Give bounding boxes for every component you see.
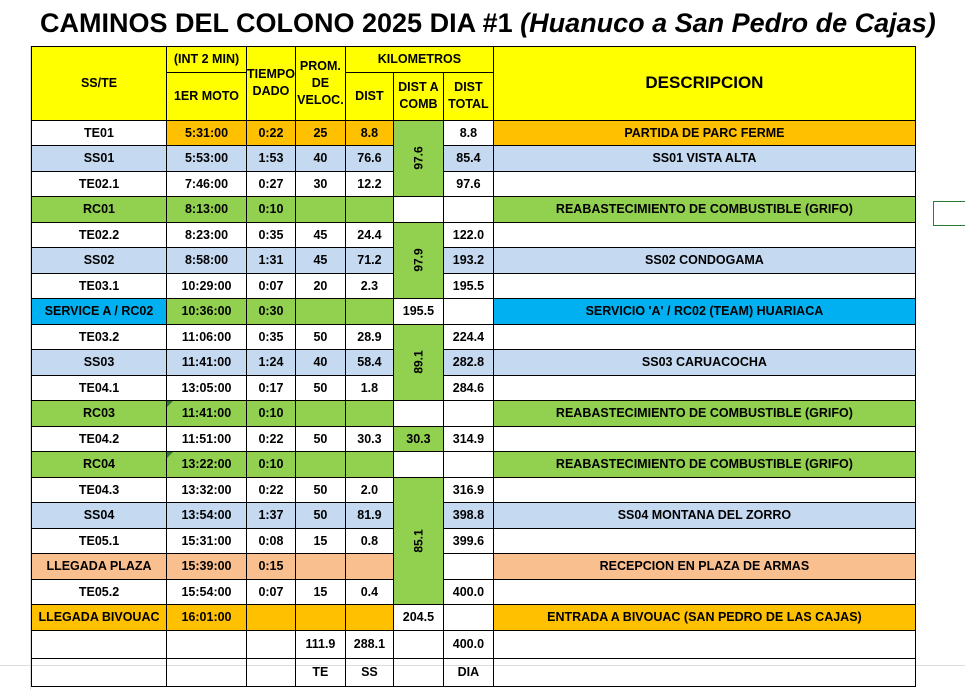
blank-cell xyxy=(493,630,915,658)
cell-descripcion xyxy=(493,579,915,605)
cell-prom-veloc: 50 xyxy=(295,324,345,350)
cell-prom-veloc: 50 xyxy=(295,375,345,401)
cell-descripcion xyxy=(493,171,915,197)
cell-tiempo-dado: 0:35 xyxy=(247,222,296,248)
cell-1er-moto: 11:41:00 xyxy=(167,401,247,427)
cell-prom-veloc: 50 xyxy=(295,503,345,529)
cell-dist-total xyxy=(443,605,493,631)
cell-dist-total: 195.5 xyxy=(443,273,493,299)
table-row xyxy=(32,120,916,146)
title-subtitle: (Huanuco a San Pedro de Cajas) xyxy=(520,8,936,38)
cell-1er-moto: 13:32:00 xyxy=(167,477,247,503)
header-descripcion: DESCRIPCION xyxy=(493,47,915,121)
total-dia-label: DIA xyxy=(443,658,493,686)
cell-dist: 28.9 xyxy=(345,324,393,350)
cell-dist: 1.8 xyxy=(345,375,393,401)
total-ss-value: 288.1 xyxy=(345,630,393,658)
table-row xyxy=(32,146,916,172)
cell-dist-total: 400.0 xyxy=(443,579,493,605)
title-main: CAMINOS DEL COLONO 2025 DIA #1 xyxy=(40,8,521,38)
cell-dist-total xyxy=(443,554,493,580)
cell-dist-total: 224.4 xyxy=(443,324,493,350)
blank-cell xyxy=(167,658,247,686)
cell-ss-te: TE03.1 xyxy=(32,273,167,299)
cell-dist-total: 316.9 xyxy=(443,477,493,503)
cell-descripcion: SS01 VISTA ALTA xyxy=(493,146,915,172)
cell-prom-veloc xyxy=(295,605,345,631)
table-row xyxy=(32,477,916,503)
drawn-line xyxy=(933,201,965,226)
cell-dist-total: 282.8 xyxy=(443,350,493,376)
cell-descripcion xyxy=(493,273,915,299)
cell-ss-te: SS02 xyxy=(32,248,167,274)
cell-descripcion xyxy=(493,324,915,350)
cell-dist xyxy=(345,605,393,631)
cell-ss-te: SERVICE A / RC02 xyxy=(32,299,167,325)
cell-tiempo-dado: 0:35 xyxy=(247,324,296,350)
cell-1er-moto: 15:31:00 xyxy=(167,528,247,554)
cell-descripcion: REABASTECIMIENTO DE COMBUSTIBLE (GRIFO) xyxy=(493,452,915,478)
table-row xyxy=(32,197,916,223)
cell-ss-te: RC04 xyxy=(32,452,167,478)
cell-prom-veloc xyxy=(295,401,345,427)
cell-1er-moto: 13:54:00 xyxy=(167,503,247,529)
total-te-label: TE xyxy=(295,658,345,686)
cell-descripcion: REABASTECIMIENTO DE COMBUSTIBLE (GRIFO) xyxy=(493,197,915,223)
cell-dist-total: 97.6 xyxy=(443,171,493,197)
cell-tiempo-dado: 0:17 xyxy=(247,375,296,401)
cell-prom-veloc: 45 xyxy=(295,222,345,248)
table-row xyxy=(32,452,916,478)
cell-descripcion xyxy=(493,528,915,554)
cell-1er-moto: 5:53:00 xyxy=(167,146,247,172)
cell-dist-total: 284.6 xyxy=(443,375,493,401)
cell-dist: 2.0 xyxy=(345,477,393,503)
cell-tiempo-dado: 0:22 xyxy=(247,426,296,452)
cell-tiempo-dado: 0:08 xyxy=(247,528,296,554)
cell-prom-veloc: 15 xyxy=(295,528,345,554)
cell-ss-te: LLEGADA PLAZA xyxy=(32,554,167,580)
table-row xyxy=(32,299,916,325)
cell-1er-moto: 15:39:00 xyxy=(167,554,247,580)
cell-dist-total: 399.6 xyxy=(443,528,493,554)
cell-dist-total xyxy=(443,197,493,223)
cell-dist: 71.2 xyxy=(345,248,393,274)
cell-dist-a-comb xyxy=(393,401,443,427)
cell-descripcion: PARTIDA DE PARC FERME xyxy=(493,120,915,146)
cell-dist-a-comb xyxy=(393,452,443,478)
cell-prom-veloc: 25 xyxy=(295,120,345,146)
cell-tiempo-dado: 0:22 xyxy=(247,120,296,146)
cell-descripcion: SERVICIO 'A' / RC02 (TEAM) HUARIACA xyxy=(493,299,915,325)
cell-prom-veloc xyxy=(295,452,345,478)
cell-1er-moto: 13:05:00 xyxy=(167,375,247,401)
cell-tiempo-dado: 0:10 xyxy=(247,401,296,427)
cell-dist: 81.9 xyxy=(345,503,393,529)
totals-row xyxy=(32,630,916,658)
cell-1er-moto: 15:54:00 xyxy=(167,579,247,605)
blank-cell xyxy=(493,658,915,686)
cell-dist xyxy=(345,299,393,325)
cell-tiempo-dado xyxy=(247,605,296,631)
cell-tiempo-dado: 0:30 xyxy=(247,299,296,325)
dist-a-comb-value: 97.9 xyxy=(411,248,426,272)
cell-descripcion xyxy=(493,426,915,452)
cell-prom-veloc: 50 xyxy=(295,477,345,503)
blank-cell xyxy=(393,658,443,686)
cell-tiempo-dado: 0:15 xyxy=(247,554,296,580)
cell-dist: 30.3 xyxy=(345,426,393,452)
table-row xyxy=(32,605,916,631)
cell-1er-moto: 13:22:00 xyxy=(167,452,247,478)
cell-dist xyxy=(345,197,393,223)
cell-dist: 0.8 xyxy=(345,528,393,554)
cell-descripcion: SS04 MONTANA DEL ZORRO xyxy=(493,503,915,529)
cell-dist: 0.4 xyxy=(345,579,393,605)
cell-ss-te: TE01 xyxy=(32,120,167,146)
cell-ss-te: RC03 xyxy=(32,401,167,427)
cell-1er-moto: 16:01:00 xyxy=(167,605,247,631)
cell-ss-te: LLEGADA BIVOUAC xyxy=(32,605,167,631)
cell-prom-veloc xyxy=(295,299,345,325)
cell-dist xyxy=(345,401,393,427)
cell-1er-moto: 11:51:00 xyxy=(167,426,247,452)
dist-a-comb-value: 89.1 xyxy=(411,350,426,374)
cell-tiempo-dado: 0:07 xyxy=(247,579,296,605)
cell-prom-veloc: 45 xyxy=(295,248,345,274)
cell-dist-a-comb: 204.5 xyxy=(393,605,443,631)
cell-ss-te: TE05.1 xyxy=(32,528,167,554)
cell-prom-veloc xyxy=(295,197,345,223)
cell-1er-moto: 11:06:00 xyxy=(167,324,247,350)
cell-dist: 8.8 xyxy=(345,120,393,146)
table-row xyxy=(32,222,916,248)
cell-dist-a-comb xyxy=(393,477,443,605)
cell-dist-total xyxy=(443,299,493,325)
cell-prom-veloc: 30 xyxy=(295,171,345,197)
total-te-value: 111.9 xyxy=(295,630,345,658)
cell-dist-a-comb: 30.3 xyxy=(393,426,443,452)
cell-descripcion: RECEPCION EN PLAZA DE ARMAS xyxy=(493,554,915,580)
cell-ss-te: TE04.2 xyxy=(32,426,167,452)
cell-dist: 24.4 xyxy=(345,222,393,248)
cell-dist: 76.6 xyxy=(345,146,393,172)
dist-a-comb-value: 85.1 xyxy=(411,529,426,553)
cell-dist-a-comb xyxy=(393,222,443,299)
cell-dist-a-comb xyxy=(393,197,443,223)
cell-dist xyxy=(345,554,393,580)
dist-a-comb-value: 97.6 xyxy=(411,146,426,170)
cell-dist-total xyxy=(443,401,493,427)
cell-ss-te: TE04.3 xyxy=(32,477,167,503)
cell-prom-veloc: 20 xyxy=(295,273,345,299)
table-row xyxy=(32,171,916,197)
blank-cell xyxy=(32,630,167,658)
header-tiempo-dado: TIEMPO DADO xyxy=(247,47,296,121)
cell-ss-te: TE05.2 xyxy=(32,579,167,605)
table-row xyxy=(32,554,916,580)
cell-1er-moto: 7:46:00 xyxy=(167,171,247,197)
page-title xyxy=(0,0,965,46)
blank-cell xyxy=(32,658,167,686)
cell-descripcion: SS03 CARUACOCHA xyxy=(493,350,915,376)
cell-ss-te: TE02.1 xyxy=(32,171,167,197)
total-ss-label: SS xyxy=(345,658,393,686)
cell-prom-veloc xyxy=(295,554,345,580)
cell-descripcion xyxy=(493,477,915,503)
cell-ss-te: TE04.1 xyxy=(32,375,167,401)
header-ss-te: SS/TE xyxy=(32,47,167,121)
cell-tiempo-dado: 1:24 xyxy=(247,350,296,376)
cell-tiempo-dado: 1:31 xyxy=(247,248,296,274)
table-row xyxy=(32,401,916,427)
cell-tiempo-dado: 1:53 xyxy=(247,146,296,172)
cell-dist: 12.2 xyxy=(345,171,393,197)
blank-cell xyxy=(247,658,296,686)
cell-1er-moto: 8:23:00 xyxy=(167,222,247,248)
table-row xyxy=(32,503,916,529)
cell-tiempo-dado: 0:10 xyxy=(247,452,296,478)
cell-dist-a-comb xyxy=(393,324,443,401)
cell-prom-veloc: 40 xyxy=(295,350,345,376)
table-row xyxy=(32,426,916,452)
header-dist-total: DIST TOTAL xyxy=(443,72,493,120)
table-row xyxy=(32,375,916,401)
table-row xyxy=(32,579,916,605)
cell-ss-te: TE03.2 xyxy=(32,324,167,350)
cell-ss-te: SS01 xyxy=(32,146,167,172)
cell-tiempo-dado: 0:27 xyxy=(247,171,296,197)
cell-dist-a-comb: 195.5 xyxy=(393,299,443,325)
totals-label-row xyxy=(32,658,916,686)
cell-dist-total: 8.8 xyxy=(443,120,493,146)
table-row xyxy=(32,324,916,350)
cell-ss-te: SS04 xyxy=(32,503,167,529)
cell-prom-veloc: 15 xyxy=(295,579,345,605)
cell-tiempo-dado: 0:10 xyxy=(247,197,296,223)
cell-dist-total xyxy=(443,452,493,478)
cell-1er-moto: 8:13:00 xyxy=(167,197,247,223)
cell-prom-veloc: 40 xyxy=(295,146,345,172)
cell-1er-moto: 10:36:00 xyxy=(167,299,247,325)
table-row xyxy=(32,248,916,274)
header-row xyxy=(32,47,916,73)
table-row xyxy=(32,350,916,376)
cell-dist: 58.4 xyxy=(345,350,393,376)
header-dist-a-comb: DIST A COMB xyxy=(393,72,443,120)
total-dia-value: 400.0 xyxy=(443,630,493,658)
cell-ss-te: TE02.2 xyxy=(32,222,167,248)
cell-dist-total: 193.2 xyxy=(443,248,493,274)
cell-descripcion xyxy=(493,222,915,248)
blank-cell xyxy=(247,630,296,658)
cell-dist-a-comb xyxy=(393,120,443,197)
table-row xyxy=(32,273,916,299)
cell-tiempo-dado: 0:07 xyxy=(247,273,296,299)
cell-tiempo-dado: 1:37 xyxy=(247,503,296,529)
header-int: (INT 2 MIN) xyxy=(167,47,247,73)
cell-dist: 2.3 xyxy=(345,273,393,299)
cell-dist xyxy=(345,452,393,478)
header-kilometros: KILOMETROS xyxy=(345,47,493,73)
blank-cell xyxy=(167,630,247,658)
header-prom-veloc: PROM. DE VELOC. xyxy=(295,47,345,121)
cell-descripcion xyxy=(493,375,915,401)
cell-dist-total: 122.0 xyxy=(443,222,493,248)
table-row xyxy=(32,528,916,554)
cell-1er-moto: 5:31:00 xyxy=(167,120,247,146)
cell-descripcion: ENTRADA A BIVOUAC (SAN PEDRO DE LAS CAJAS) xyxy=(493,605,915,631)
cell-descripcion: SS02 CONDOGAMA xyxy=(493,248,915,274)
cell-descripcion: REABASTECIMIENTO DE COMBUSTIBLE (GRIFO) xyxy=(493,401,915,427)
cell-dist-total: 398.8 xyxy=(443,503,493,529)
cell-dist-total: 85.4 xyxy=(443,146,493,172)
blank-cell xyxy=(393,630,443,658)
cell-tiempo-dado: 0:22 xyxy=(247,477,296,503)
header-1er-moto: 1ER MOTO xyxy=(167,72,247,120)
schedule-table xyxy=(31,46,916,687)
cell-dist-total: 314.9 xyxy=(443,426,493,452)
cell-1er-moto: 8:58:00 xyxy=(167,248,247,274)
header-dist: DIST xyxy=(345,72,393,120)
cell-prom-veloc: 50 xyxy=(295,426,345,452)
cell-1er-moto: 10:29:00 xyxy=(167,273,247,299)
cell-ss-te: SS03 xyxy=(32,350,167,376)
cell-ss-te: RC01 xyxy=(32,197,167,223)
cell-1er-moto: 11:41:00 xyxy=(167,350,247,376)
